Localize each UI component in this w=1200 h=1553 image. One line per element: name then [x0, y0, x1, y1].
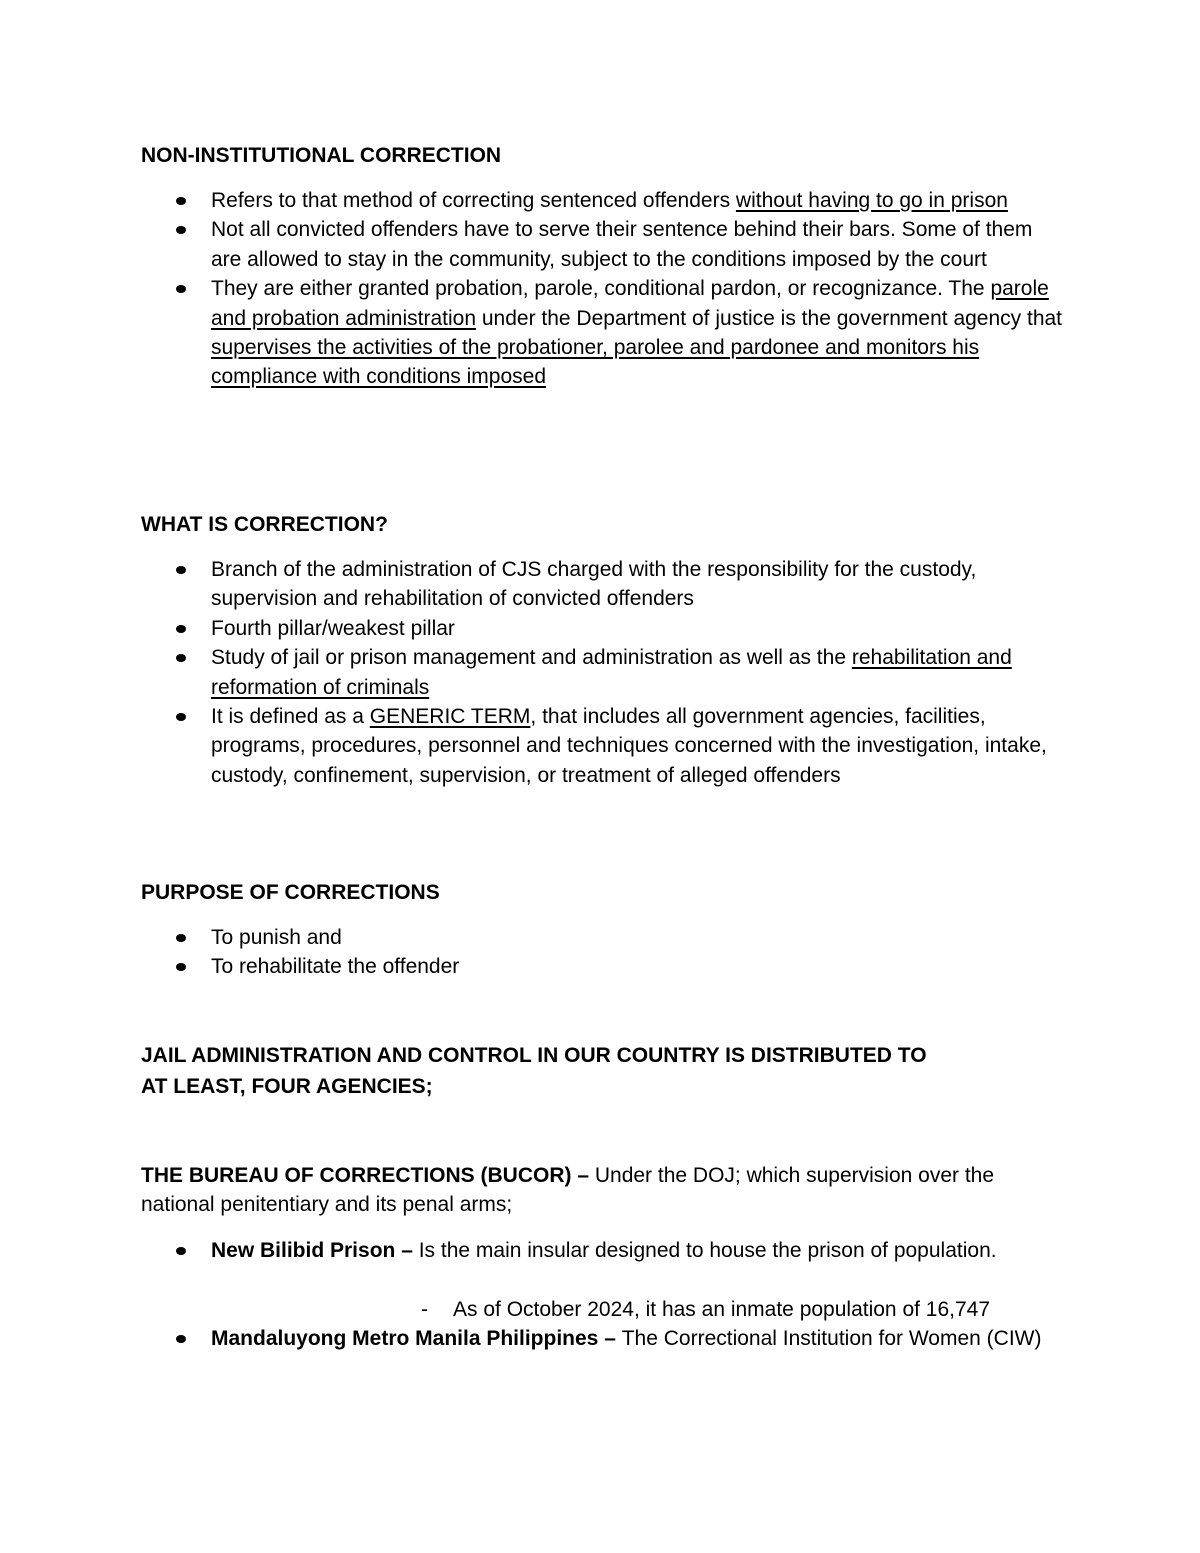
- list-item: Not all convicted offenders have to serve their sentence behind their bars. Some of them are allowed to stay in the community, subject to the conditions imposed by the court: [0, 215, 1066, 274]
- list-item: Study of jail or prison management and administration as well as the rehabilitation and reformation of criminals: [0, 643, 1066, 702]
- bullet-icon: [176, 713, 186, 721]
- underlined-text: without having to go in prison: [735, 189, 1008, 212]
- heading-jail-administration-line1: JAIL ADMINISTRATION AND CONTROL IN OUR COUNTRY IS DISTRIBUTED TO: [141, 1044, 927, 1067]
- bucor-list-1: [0, 1236, 1066, 1265]
- list-item: It is defined as a GENERIC TERM, that includes all government agencies, facilities, programs, procedures, personnel and techniques concerned with the investigation, intake, custody, confinement, supervision, or treatment of alleged offenders: [0, 702, 1066, 790]
- heading-non-institutional-correction: NON-INSTITUTIONAL CORRECTION: [141, 144, 502, 167]
- heading-jail-administration-line2: AT LEAST, FOUR AGENCIES;: [141, 1075, 433, 1098]
- bullet-icon: [176, 625, 186, 633]
- mandaluyong-label: Mandaluyong Metro Manila Philippines –: [211, 1327, 622, 1350]
- bullet-icon: [176, 1335, 186, 1343]
- list-item: Branch of the administration of CJS charged with the responsibility for the custody, supervision and rehabilitation of convicted offenders: [0, 555, 1066, 614]
- what-is-correction-list: [0, 555, 1066, 790]
- bucor-label: THE BUREAU OF CORRECTIONS (BUCOR) –: [141, 1164, 595, 1187]
- list-item: Mandaluyong Metro Manila Philippines – The Correctional Institution for Women (CIW): [0, 1324, 1066, 1353]
- bullet-icon: [176, 963, 186, 971]
- heading-purpose-of-corrections: PURPOSE OF CORRECTIONS: [141, 881, 440, 904]
- bullet-icon: [176, 226, 186, 234]
- underlined-text: supervises the activities of the probationer, parolee and pardonee and monitors his compliance with conditions imposed: [211, 336, 980, 389]
- bullet-icon: [176, 934, 186, 942]
- underlined-text: parole and probation administration: [211, 277, 1049, 330]
- sub-item: - As of October 2024, it has an inmate population of 16,747: [421, 1295, 990, 1324]
- new-bilibid-label: New Bilibid Prison –: [211, 1239, 419, 1262]
- list-item: Refers to that method of correcting sentenced offenders without having to go in prison: [0, 186, 1066, 215]
- bullet-icon: [176, 285, 186, 293]
- purpose-list: [0, 923, 1066, 982]
- dash-marker: -: [421, 1298, 428, 1321]
- list-item: To punish and: [0, 923, 1066, 952]
- list-item: Fourth pillar/weakest pillar: [0, 614, 1066, 643]
- non-institutional-list: [0, 186, 1066, 392]
- underlined-text: GENERIC TERM: [369, 705, 531, 729]
- bullet-icon: [176, 654, 186, 662]
- bucor-paragraph: THE BUREAU OF CORRECTIONS (BUCOR) – Under the DOJ; which supervision over the national penitentiary and its penal arms;: [141, 1164, 995, 1216]
- bucor-list-2: [0, 1324, 1066, 1353]
- list-item: They are either granted probation, parole, conditional pardon, or recognizance. The parole and probation administration under the Department of justice is the government agency that supervises the activities of the probationer, parolee and pardonee and monitors his compliance with conditions imposed: [0, 274, 1066, 392]
- bullet-icon: [176, 197, 186, 205]
- underlined-text: rehabilitation and reformation of criminals: [211, 646, 1012, 699]
- heading-what-is-correction: WHAT IS CORRECTION?: [141, 513, 388, 536]
- bullet-icon: [176, 1247, 186, 1255]
- list-item: New Bilibid Prison – Is the main insular designed to house the prison of population.: [0, 1236, 1066, 1265]
- list-item: To rehabilitate the offender: [0, 952, 1066, 981]
- bullet-icon: [176, 566, 186, 574]
